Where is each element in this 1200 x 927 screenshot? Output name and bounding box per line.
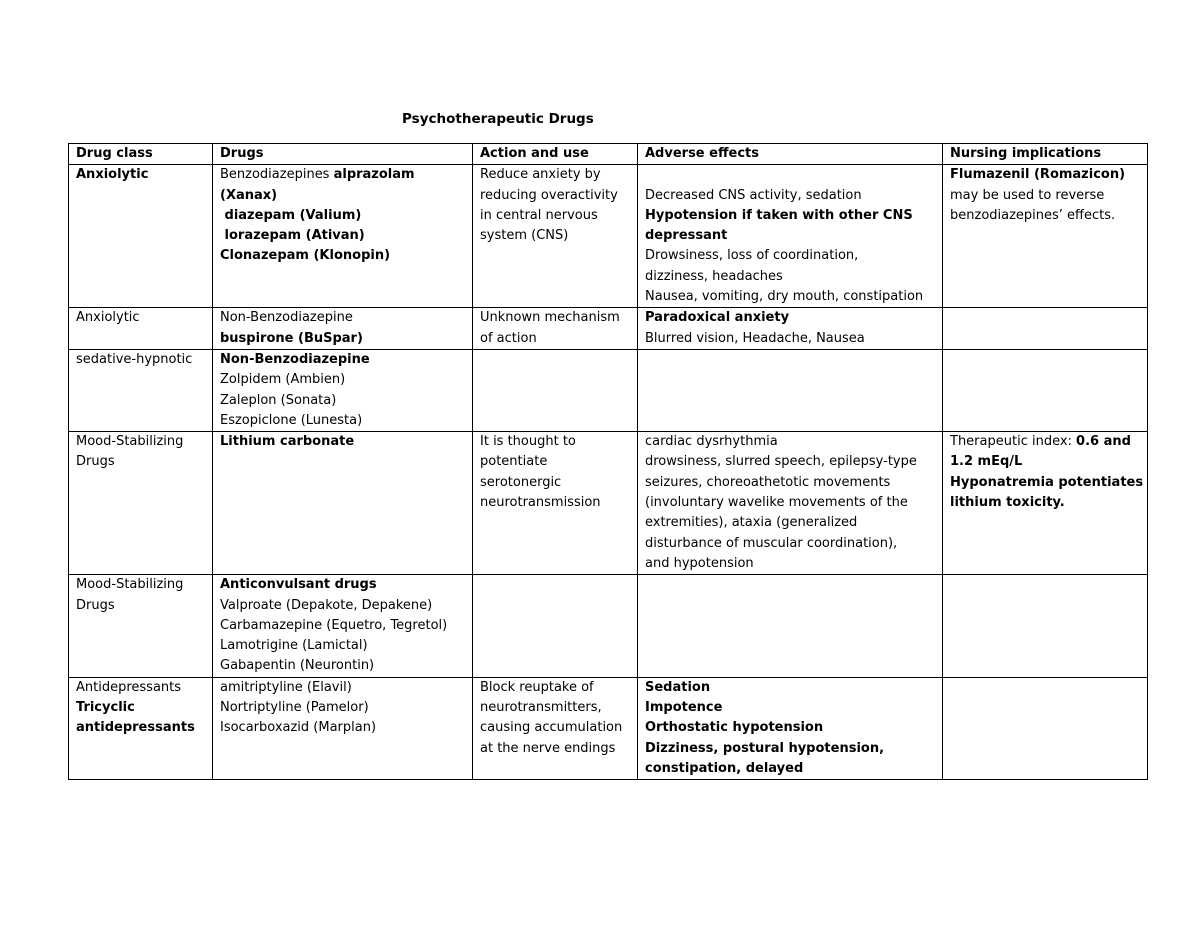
drug-class-cell xyxy=(69,677,213,779)
cell-line xyxy=(645,226,938,246)
cell-line xyxy=(76,432,208,452)
cell-line xyxy=(220,246,468,266)
nursing-implications-cell xyxy=(943,575,1148,677)
cell-line xyxy=(645,698,938,718)
drugs-cell xyxy=(213,308,473,350)
cell-line xyxy=(645,267,938,287)
nursing-implications-cell xyxy=(943,677,1148,779)
cell-line xyxy=(645,473,938,493)
text: system (CNS) xyxy=(480,228,569,244)
cell-line xyxy=(76,718,208,738)
text: (involuntary wavelike movements of the xyxy=(645,495,908,511)
bold-text: lithium toxicity. xyxy=(950,495,1065,511)
cell-line xyxy=(76,308,208,328)
header-nursing-implications: Nursing implications xyxy=(943,144,1148,165)
document-title: Psychotherapeutic Drugs xyxy=(402,111,594,127)
cell-line xyxy=(220,411,468,431)
text: Reduce anxiety by xyxy=(480,167,601,183)
cell-line xyxy=(480,186,633,206)
text: Non-Benzodiazepine xyxy=(220,310,353,326)
text: dizziness, headaches xyxy=(645,268,783,284)
bold-text: lorazepam (Ativan) xyxy=(220,228,365,244)
table-body xyxy=(69,165,1148,780)
cell-line xyxy=(220,186,468,206)
cell-line xyxy=(480,308,633,328)
text: may be used to reverse xyxy=(950,187,1105,203)
nursing-implications-cell xyxy=(943,349,1148,431)
text: disturbance of muscular coordination), xyxy=(645,535,898,551)
text: Benzodiazepines xyxy=(220,167,334,183)
text: Block reuptake of xyxy=(480,679,594,695)
text: Valproate (Depakote, Depakene) xyxy=(220,597,433,613)
text: It is thought to xyxy=(480,434,576,450)
cell-line xyxy=(645,513,938,533)
cell-line xyxy=(76,596,208,616)
text: amitriptyline (Elavil) xyxy=(220,679,352,695)
action-and-use-cell xyxy=(473,349,638,431)
cell-line xyxy=(645,308,938,328)
cell-line xyxy=(220,206,468,226)
table-row xyxy=(69,165,1148,308)
bold-text: antidepressants xyxy=(76,720,195,736)
bold-text: Anticonvulsant drugs xyxy=(220,577,377,593)
cell-line xyxy=(645,554,938,574)
cell-line xyxy=(220,698,468,718)
table-row xyxy=(69,677,1148,779)
cell-line xyxy=(645,718,938,738)
bold-text: (Xanax) xyxy=(220,187,278,203)
cell-line xyxy=(950,165,1143,185)
table-row xyxy=(69,349,1148,431)
bold-text: Hyponatremia potentiates xyxy=(950,474,1144,490)
cell-line xyxy=(220,329,468,349)
header-drug-class: Drug class xyxy=(69,144,213,165)
drugs-cell xyxy=(213,432,473,575)
cell-line xyxy=(480,493,633,513)
text: in central nervous xyxy=(480,207,598,223)
table-row xyxy=(69,575,1148,677)
cell-line xyxy=(645,329,938,349)
text: benzodiazepines’ effects. xyxy=(950,207,1116,223)
drug-table xyxy=(68,143,1148,780)
text: serotonergic xyxy=(480,474,562,490)
text: Blurred vision, Headache, Nausea xyxy=(645,330,865,346)
cell-line xyxy=(645,534,938,554)
cell-line xyxy=(645,452,938,472)
cell-line xyxy=(645,186,938,206)
table-row xyxy=(69,308,1148,350)
bold-text: Sedation xyxy=(645,679,711,695)
text: Drugs xyxy=(76,454,115,470)
cell-line xyxy=(480,452,633,472)
adverse-effects-cell xyxy=(638,677,943,779)
table-row xyxy=(69,432,1148,575)
header-drugs: Drugs xyxy=(213,144,473,165)
bold-text: alprazolam xyxy=(333,167,415,183)
text: and hypotension xyxy=(645,555,754,571)
bold-text: diazepam (Valium) xyxy=(220,207,362,223)
text: Mood-Stabilizing xyxy=(76,434,184,450)
bold-text: 1.2 mEq/L xyxy=(950,454,1023,470)
cell-line xyxy=(220,350,468,370)
drug-class-cell xyxy=(69,432,213,575)
bold-text: Impotence xyxy=(645,700,723,716)
nursing-implications-cell xyxy=(943,308,1148,350)
cell-line xyxy=(950,452,1143,472)
text: of action xyxy=(480,330,537,346)
cell-line xyxy=(645,165,938,185)
text: Isocarboxazid (Marplan) xyxy=(220,720,377,736)
adverse-effects-cell xyxy=(638,349,943,431)
text: Gabapentin (Neurontin) xyxy=(220,658,375,674)
cell-line xyxy=(645,759,938,779)
drug-class-cell xyxy=(69,349,213,431)
text: Unknown mechanism xyxy=(480,310,620,326)
cell-line xyxy=(220,616,468,636)
action-and-use-cell xyxy=(473,432,638,575)
bold-text: Hypotension if taken with other CNS xyxy=(645,207,913,223)
table-header-row xyxy=(69,144,1148,165)
cell-line xyxy=(645,206,938,226)
bold-text: constipation, delayed xyxy=(645,760,804,776)
bold-text: Paradoxical anxiety xyxy=(645,310,790,326)
bold-text: 0.6 and xyxy=(1076,434,1131,450)
cell-line xyxy=(220,718,468,738)
drug-class-cell xyxy=(69,575,213,677)
cell-line xyxy=(645,246,938,266)
text: at the nerve endings xyxy=(480,740,616,756)
text: Anxiolytic xyxy=(76,310,140,326)
bold-text: Tricyclic xyxy=(76,700,135,716)
cell-line xyxy=(645,432,938,452)
adverse-effects-cell xyxy=(638,575,943,677)
action-and-use-cell xyxy=(473,677,638,779)
bold-text: Orthostatic hypotension xyxy=(645,720,824,736)
text: Drugs xyxy=(76,597,115,613)
text: reducing overactivity xyxy=(480,187,618,203)
text: Antidepressants xyxy=(76,679,182,695)
adverse-effects-cell xyxy=(638,308,943,350)
drug-class-cell xyxy=(69,165,213,308)
cell-line xyxy=(950,432,1143,452)
cell-line xyxy=(76,678,208,698)
text: Drowsiness, loss of coordination, xyxy=(645,248,859,264)
header-adverse-effects: Adverse effects xyxy=(638,144,943,165)
cell-line xyxy=(950,493,1143,513)
adverse-effects-cell xyxy=(638,432,943,575)
bold-text: depressant xyxy=(645,228,728,244)
text: sedative-hypnotic xyxy=(76,351,193,367)
text: Mood-Stabilizing xyxy=(76,577,184,593)
text: Decreased CNS activity, sedation xyxy=(645,187,862,203)
cell-line xyxy=(220,308,468,328)
text: Zolpidem (Ambien) xyxy=(220,372,346,388)
cell-line xyxy=(220,575,468,595)
action-and-use-cell xyxy=(473,165,638,308)
cell-line xyxy=(76,165,208,185)
text: neurotransmission xyxy=(480,495,601,511)
text: drowsiness, slurred speech, epilepsy-type xyxy=(645,454,917,470)
cell-line xyxy=(480,329,633,349)
bold-text: Lithium carbonate xyxy=(220,434,355,450)
cell-line xyxy=(480,678,633,698)
text: Eszopiclone (Lunesta) xyxy=(220,412,363,428)
text: extremities), ataxia (generalized xyxy=(645,515,858,531)
text: Zaleplon (Sonata) xyxy=(220,392,337,408)
cell-line xyxy=(480,718,633,738)
action-and-use-cell xyxy=(473,575,638,677)
cell-line xyxy=(480,206,633,226)
text: cardiac dysrhythmia xyxy=(645,434,778,450)
cell-line xyxy=(480,165,633,185)
cell-line xyxy=(645,287,938,307)
action-and-use-cell xyxy=(473,308,638,350)
text: Nausea, vomiting, dry mouth, constipation xyxy=(645,289,924,305)
cell-line xyxy=(645,739,938,759)
text: potentiate xyxy=(480,454,548,470)
cell-line xyxy=(220,656,468,676)
text: Nortriptyline (Pamelor) xyxy=(220,700,369,716)
text: neurotransmitters, xyxy=(480,700,602,716)
bold-text: buspirone (BuSpar) xyxy=(220,330,363,346)
cell-line xyxy=(220,432,468,452)
cell-line xyxy=(480,473,633,493)
bold-text: Flumazenil (Romazicon) xyxy=(950,167,1126,183)
cell-line xyxy=(220,391,468,411)
nursing-implications-cell xyxy=(943,432,1148,575)
drugs-cell xyxy=(213,349,473,431)
cell-line xyxy=(220,596,468,616)
cell-line xyxy=(645,493,938,513)
cell-line xyxy=(220,636,468,656)
cell-line xyxy=(950,186,1143,206)
cell-line xyxy=(480,432,633,452)
header-action-and-use: Action and use xyxy=(473,144,638,165)
cell-line xyxy=(480,698,633,718)
cell-line xyxy=(950,473,1143,493)
text: Therapeutic index: xyxy=(950,434,1077,450)
cell-line xyxy=(645,678,938,698)
drugs-cell xyxy=(213,575,473,677)
drug-class-cell xyxy=(69,308,213,350)
cell-line xyxy=(76,698,208,718)
drugs-cell xyxy=(213,165,473,308)
cell-line xyxy=(220,226,468,246)
nursing-implications-cell xyxy=(943,165,1148,308)
cell-line xyxy=(76,452,208,472)
text: seizures, choreoathetotic movements xyxy=(645,474,891,490)
text: Carbamazepine (Equetro, Tegretol) xyxy=(220,617,448,633)
bold-text: Dizziness, postural hypotension, xyxy=(645,740,885,756)
bold-text: Anxiolytic xyxy=(76,167,149,183)
cell-line xyxy=(220,370,468,390)
cell-line xyxy=(950,206,1143,226)
text: causing accumulation xyxy=(480,720,623,736)
bold-text: Clonazepam (Klonopin) xyxy=(220,248,391,264)
cell-line xyxy=(480,226,633,246)
text: Lamotrigine (Lamictal) xyxy=(220,638,368,654)
cell-line xyxy=(76,575,208,595)
drugs-cell xyxy=(213,677,473,779)
cell-line xyxy=(220,678,468,698)
cell-line xyxy=(76,350,208,370)
adverse-effects-cell xyxy=(638,165,943,308)
bold-text: Non-Benzodiazepine xyxy=(220,351,370,367)
cell-line xyxy=(480,739,633,759)
cell-line xyxy=(220,165,468,185)
